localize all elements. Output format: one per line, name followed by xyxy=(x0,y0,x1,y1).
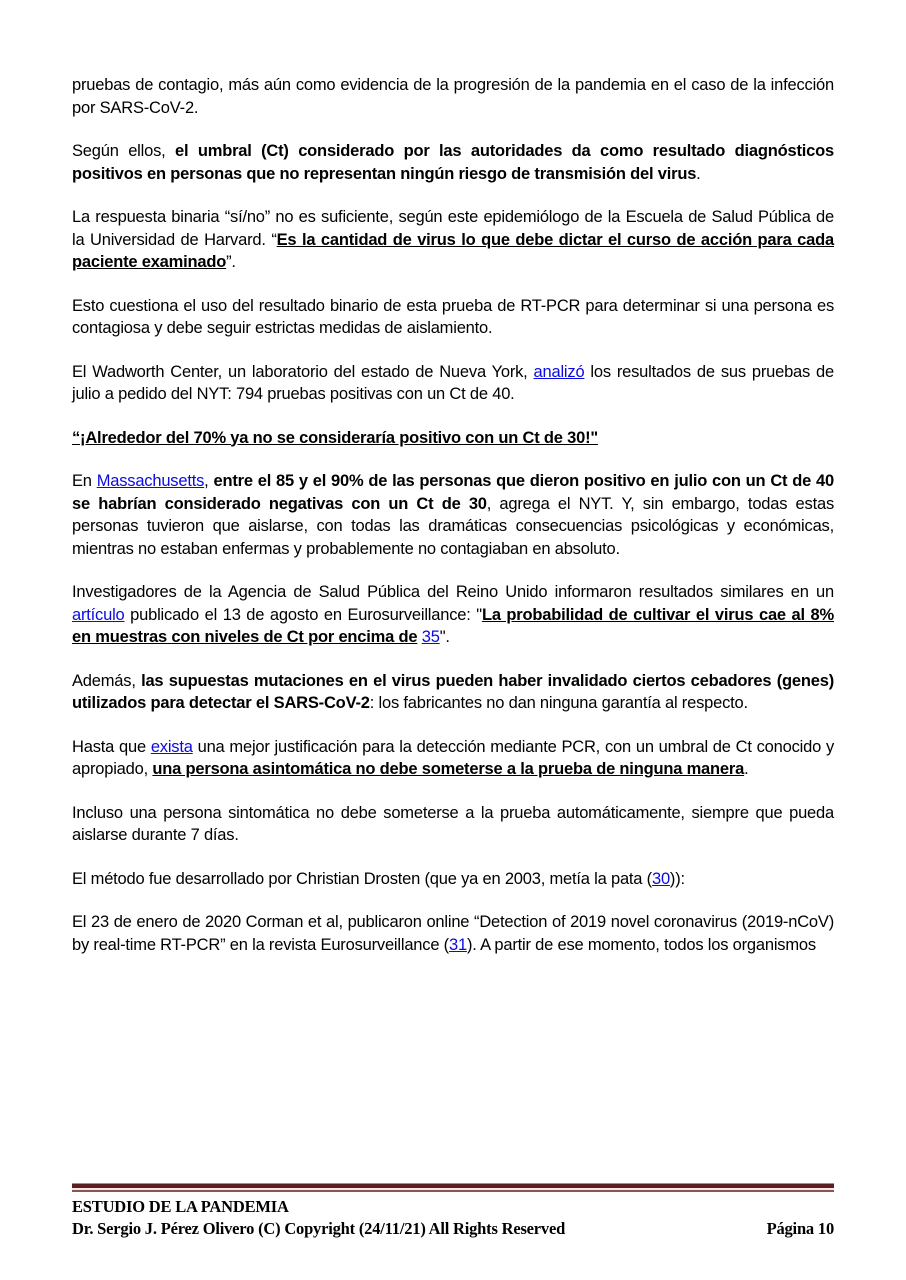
paragraph xyxy=(72,295,834,340)
paragraph xyxy=(72,74,834,119)
bold-underline-run: Es la cantidad de virus lo que debe dictar el curso de acción para cada paciente examinado xyxy=(72,230,834,271)
text-run: La respuesta binaria “sí/no” no es suficiente, según este epidemiólogo de la Escuela de Salud Pública de la Universidad de Harvard. “ xyxy=(72,208,834,249)
text-run: . xyxy=(696,164,701,183)
text-run: una mejor justificación para la detección mediante PCR, con un umbral de Ct conocido y apropiado, xyxy=(72,737,834,778)
paragraph xyxy=(72,140,834,185)
text-run: ). A partir de ese momento, todos los organismos xyxy=(466,935,816,954)
text-run: publicado el 13 de agosto en Eurosurveillance: " xyxy=(124,605,482,624)
text-run: pruebas de contagio, más aún como evidencia de la progresión de la pandemia en el caso de la infección por SARS-CoV-2. xyxy=(72,76,834,117)
text-run: El Wadworth Center, un laboratorio del estado de Nueva York, xyxy=(72,362,534,381)
paragraph xyxy=(72,670,834,715)
text-run: . xyxy=(744,760,749,778)
paragraph xyxy=(72,868,834,891)
headline-paragraph xyxy=(72,427,834,450)
document-body xyxy=(72,74,834,977)
text-run: Según ellos, xyxy=(72,142,175,160)
text-run: ". xyxy=(439,628,450,646)
hyperlink[interactable]: Massachusetts xyxy=(96,472,205,490)
paragraph xyxy=(72,802,834,847)
bold-run: entre el 85 y el 90% de las personas que dieron positivo en julio con un Ct de 40 se habrían considerado negativas con un Ct de 30 xyxy=(72,472,834,513)
text-run: : los fabricantes no dan ninguna garantía al respecto. xyxy=(369,694,748,712)
hyperlink[interactable]: artículo xyxy=(72,605,125,624)
footer-page-number: Página 10 xyxy=(766,1219,834,1238)
bold-run: las supuestas mutaciones en el virus pueden haber invalidado ciertos cebadores (genes) utilizados para detectar el SARS-CoV-2 xyxy=(72,671,834,712)
text-run: El método fue desarrollado por Christian Drosten (que ya en 2003, metía la pata ( xyxy=(72,869,652,888)
text-run: Hasta que xyxy=(72,737,151,756)
footer-copyright: Dr. Sergio J. Pérez Olivero (C) Copyright (24/11/21) All Rights Reserved xyxy=(72,1219,566,1238)
paragraph xyxy=(72,206,834,274)
hyperlink[interactable]: 31 xyxy=(448,935,467,954)
hyperlink[interactable]: analizó xyxy=(533,362,585,381)
footer-divider xyxy=(72,1183,834,1192)
footer-study-title: ESTUDIO DE LA PANDEMIA xyxy=(72,1197,289,1216)
text-run: , xyxy=(204,472,214,490)
bold-underline-run: “¡Alrededor del 70% ya no se consideraría positivo con un Ct de 30!" xyxy=(72,428,599,447)
hyperlink[interactable]: 30 xyxy=(651,869,670,888)
page-footer xyxy=(72,1183,834,1240)
text-run: Esto cuestiona el uso del resultado binario de esta prueba de RT-PCR para determinar si una persona es contagiosa y debe seguir estrictas medidas de aislamiento. xyxy=(72,296,834,337)
text-run: En xyxy=(72,472,97,490)
text-run: El 23 de enero de 2020 Corman et al, publicaron online “Detection of 2019 novel coronavirus (2019-nCoV) by real-time RT-PCR” en la revista Eurosurveillance ( xyxy=(72,913,834,954)
text-run: ”. xyxy=(226,253,236,271)
text-run: Incluso una persona sintomática no debe someterse a la prueba automáticamente, siempre que pueda aislarse durante 7 días. xyxy=(72,803,834,844)
bold-underline-run: una persona asintomática no debe someterse a la prueba de ninguna manera xyxy=(152,760,745,778)
hyperlink[interactable]: 35 xyxy=(421,628,440,646)
text-run: Investigadores de la Agencia de Salud Pública del Reino Unido informaron resultados similares en un xyxy=(72,583,834,601)
paragraph xyxy=(72,736,834,781)
footer-copyright-line xyxy=(72,1218,834,1240)
paragraph xyxy=(72,581,834,649)
paragraph xyxy=(72,361,834,406)
hyperlink[interactable]: exista xyxy=(150,737,193,756)
text-run: )): xyxy=(669,869,685,888)
text-run: , agrega el NYT. Y, sin embargo, todas estas personas tuvieron que aislarse, con todas las dramáticas consecuencias psicológicas y económicas, mientras no estaban enfermas y probablemente no contagiaban en absoluto. xyxy=(72,494,834,558)
paragraph xyxy=(72,470,834,560)
paragraph xyxy=(72,911,834,956)
bold-run: el umbral (Ct) considerado por las autoridades da como resultado diagnósticos positivos en personas que no representan ningún riesgo de transmisión del virus xyxy=(72,142,834,183)
bold-underline-run: La probabilidad de cultivar el virus cae al 8% en muestras con niveles de Ct por encima de xyxy=(72,605,834,646)
text-run: Además, xyxy=(72,671,142,690)
text-run: los resultados de sus pruebas de julio a pedido del NYT: 794 pruebas positivas con un Ct de 40. xyxy=(72,362,834,403)
